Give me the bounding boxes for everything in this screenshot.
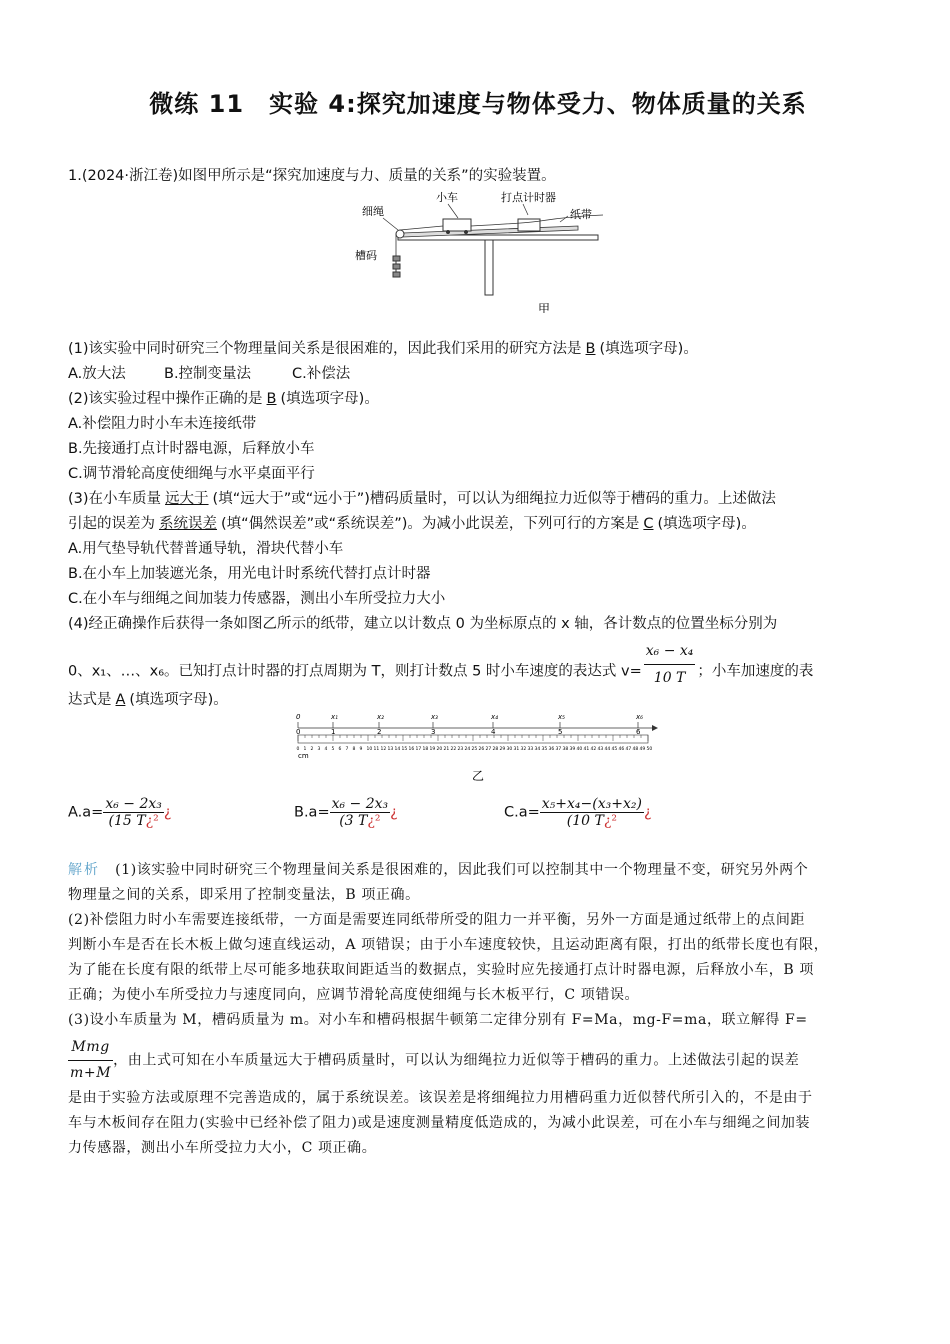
part3-answer2: 系统误差 — [159, 516, 217, 532]
ruler-tick-label: 26 — [478, 747, 485, 752]
ruler-tick-label: 22 — [450, 747, 457, 752]
choice-c: C.a= $\frac{\text{x₅+x₄−(x₃+x₂)}}{\text{(10 T¿²}}$ ¿ — [504, 796, 652, 829]
ruler-tick-label: 11 — [373, 747, 380, 752]
part4-line1: (4)经正确操作后获得一条如图乙所示的纸带，建立以计数点 0 为坐标原点的 x 轴，各计数点的位置坐标分别为 — [68, 616, 778, 632]
choice-mark: ¿ — [390, 804, 398, 821]
ruler-tick-label: 38 — [562, 747, 569, 752]
explanation-p2c: 为了能在长度有限的纸带上尽可能多地获取间距适当的数据点，实验时应先接通打点计时器电源，后释放小车，B 项 — [68, 962, 814, 978]
ruler-tick-label: 31 — [513, 747, 520, 752]
ruler-tick-label: 2 — [310, 747, 314, 752]
apparatus-figure — [338, 188, 638, 313]
choice-denominator: (3 T¿² — [339, 813, 381, 829]
counting-point-label: x₅ — [558, 713, 565, 721]
ruler-tick-label: 17 — [415, 747, 422, 752]
ruler-unit: cm — [298, 752, 309, 760]
ruler-tick-label: 12 — [380, 747, 387, 752]
ruler-tick-label: 0 — [296, 747, 300, 752]
part3-answer1: 远大于 — [165, 491, 209, 507]
option-c: C.补偿法 — [292, 366, 351, 382]
choice-a: A.a= $\frac{\text{x₆ − 2x₃}}{\text{(15 T¿²}}$ ¿ — [68, 796, 172, 829]
ruler-tick-label: 41 — [583, 747, 590, 752]
choice-b: B.a= $\frac{\text{x₆ − 2x₃}}{\text{(3 T¿²}}$ ¿ — [294, 796, 398, 829]
ruler-tick-label: 32 — [520, 747, 527, 752]
page-title: 微练 11 实验 4:探究加速度与物体受力、物体质量的关系 — [149, 90, 807, 118]
part3-option-a: A.用气垫导轨代替普通导轨，滑块代替小车 — [68, 541, 344, 557]
ruler-tick-label: 30 — [506, 747, 513, 752]
ruler-tick-label: 34 — [534, 747, 541, 752]
ruler-tick-label: 50 — [646, 747, 653, 752]
choice-numerator: x₆ − 2x₃ — [105, 796, 162, 812]
choice-numerator: x₆ − 2x₃ — [331, 796, 389, 812]
ruler-tick-label: 28 — [492, 747, 499, 752]
part1-question: (1)该实验中同时研究三个物理量间关系是很困难的，因此我们采用的研究方法是 B (填选项字母)。 — [68, 341, 698, 357]
explanation-tag: 解析 — [68, 862, 100, 878]
explanation-p3d: 车与木板间存在阻力(实验中已经补偿了阻力)或是速度测量精度低造成的，为减小此误差，可在小车与细绳之间加装 — [68, 1115, 811, 1131]
part4-line3: 达式是 A (填选项字母)。 — [68, 692, 228, 708]
explanation-p1a: 解析 (1)该实验中同时研究三个物理量间关系是很困难的，因此我们可以控制其中一个物理量不变，研究另外两个 — [68, 862, 809, 878]
ruler-tick-label: 48 — [632, 747, 639, 752]
counting-point-label: 0 — [296, 713, 301, 721]
part2-question: (2)该实验过程中操作正确的是 B (填选项字母)。 — [68, 391, 379, 407]
counting-point-number: 0 — [296, 728, 301, 736]
ruler-tick-label: 49 — [639, 747, 646, 752]
counting-point-number: 6 — [636, 728, 641, 736]
part2-option-a: A.补偿阻力时小车未连接纸带 — [68, 416, 257, 432]
ruler-tick-label: 15 — [401, 747, 408, 752]
explanation-p2d: 正确；为使小车所受拉力与速度同向，应调节滑轮高度使细绳与长木板平行，C 项错误。 — [68, 987, 640, 1003]
ruler-tick-label: 7 — [345, 747, 349, 752]
counting-point-label: x₄ — [491, 713, 498, 721]
counting-point-label: x₃ — [431, 713, 438, 721]
ruler-tick-label: 16 — [408, 747, 415, 752]
ruler-tick-label: 36 — [548, 747, 555, 752]
figure-a-caption: 甲 — [538, 302, 551, 313]
part3-question-line2: 引起的误差为 系统误差 (填“偶然误差”或“系统误差”)。为减小此误差，下列可行的方案是 C (填选项字母)。 — [68, 516, 756, 532]
part3-answer3: C — [643, 516, 654, 532]
force-numerator: Mmg — [68, 1035, 113, 1061]
label-tape: 纸带 — [570, 208, 592, 221]
ruler-tick-label: 27 — [485, 747, 492, 752]
option-a: A.放大法 — [68, 366, 126, 382]
ruler-tick-label: 18 — [422, 747, 429, 752]
counting-point-label: x₂ — [377, 713, 384, 721]
explanation-p2a: (2)补偿阻力时小车需要连接纸带，一方面是需要连同纸带所受的阻力一并平衡，另外一方面是通过纸带上的点间距 — [68, 912, 806, 928]
ruler-tick-label: 20 — [436, 747, 443, 752]
part2-option-c: C.调节滑轮高度使细绳与水平桌面平行 — [68, 466, 315, 482]
counting-point-label: x₆ — [636, 713, 643, 721]
force-denominator: m+M — [70, 1065, 112, 1081]
ruler-tick-label: 35 — [541, 747, 548, 752]
ruler-tick-label: 33 — [527, 747, 534, 752]
explanation-p3a: (3)设小车质量为 M，槽码质量为 m。对小车和槽码根据牛顿第二定律分别有 F=Ma，mg-F=ma，联立解得 F= — [68, 1012, 808, 1028]
choice-numerator: x₅+x₄−(x₃+x₂) — [541, 796, 642, 812]
ruler-tick-label: 46 — [618, 747, 625, 752]
counting-point-label: x₁ — [331, 713, 338, 721]
velocity-denominator: 10 T — [653, 670, 686, 686]
choice-mark: ¿ — [163, 804, 172, 821]
explanation — [68, 858, 888, 1161]
counting-point-number: 1 — [331, 728, 336, 736]
explanation-p2b: 判断小车是否在长木板上做匀速直线运动，A 项错误；由于小车速度较快，且运动距离有限，打出的纸带长度也有限， — [68, 937, 829, 953]
ruler-tick-label: 1 — [303, 747, 307, 752]
part1-answer: B — [585, 341, 596, 357]
question-stem: 1.(2024·浙江卷)如图甲所示是“探究加速度与力、质量的关系”的实验装置。 — [68, 168, 556, 184]
ruler-tick-label: 37 — [555, 747, 562, 752]
part2-answer: B — [266, 391, 277, 407]
label-rope: 细绳 — [362, 205, 384, 218]
ruler-tick-label: 21 — [443, 747, 450, 752]
explanation-p3e: 力传感器，测出小车所受拉力大小，C 项正确。 — [68, 1140, 377, 1156]
ruler-tick-label: 42 — [590, 747, 597, 752]
tape-figure — [292, 708, 662, 788]
ruler-tick-label: 24 — [464, 747, 471, 752]
ruler-tick-label: 39 — [569, 747, 576, 752]
ruler-tick-label: 23 — [457, 747, 464, 752]
ruler-tick-label: 25 — [471, 747, 478, 752]
counting-point-number: 4 — [491, 728, 496, 736]
choice-mark: ¿ — [643, 804, 652, 821]
choice-denominator: (10 T¿² — [566, 813, 617, 829]
counting-point-number: 5 — [558, 728, 563, 736]
ruler-tick-label: 14 — [394, 747, 401, 752]
label-timer: 打点计时器 — [501, 191, 556, 204]
label-weights: 槽码 — [355, 249, 377, 262]
counting-point-number: 3 — [431, 728, 436, 736]
ruler-tick-label: 5 — [331, 747, 335, 752]
choices-row — [68, 796, 888, 856]
velocity-numerator: x₆ − x₄ — [644, 638, 696, 665]
part4-line2: 0、x₁、…、x₆。已知打点计时器的打点周期为 T，则打计数点 5 时小车速度的表达式 v= $\frac{\text{x₆ − x₄}}{10 T}$ ；小车加速度的表 — [68, 652, 813, 691]
counting-point-number: 2 — [377, 728, 382, 736]
option-b: B.控制变量法 — [164, 366, 252, 382]
ruler-tick-label: 9 — [359, 747, 363, 752]
ruler-tick-label: 3 — [317, 747, 321, 752]
ruler-tick-label: 45 — [611, 747, 618, 752]
choice-denominator: (15 T¿² — [108, 813, 159, 829]
ruler-tick-label: 44 — [604, 747, 611, 752]
ruler-tick-label: 43 — [597, 747, 604, 752]
part4-answer: A — [115, 692, 126, 708]
ruler-tick-label: 10 — [366, 747, 373, 752]
explanation-p1b: 物理量之间的关系，即采用了控制变量法，B 项正确。 — [68, 887, 420, 903]
ruler-tick-label: 8 — [352, 747, 356, 752]
part2-option-b: B.先接通打点计时器电源，后释放小车 — [68, 441, 315, 457]
ruler-tick-label: 29 — [499, 747, 506, 752]
label-car: 小车 — [436, 191, 458, 204]
ruler-tick-label: 13 — [387, 747, 394, 752]
ruler-tick-label: 40 — [576, 747, 583, 752]
ruler-tick-label: 47 — [625, 747, 632, 752]
part3-question-line1: (3)在小车质量 远大于 (填“远大于”或“远小于”)槽码质量时，可以认为细绳拉力近似等于槽码的重力。上述做法 — [68, 491, 776, 507]
part3-option-c: C.在小车与细绳之间加装力传感器，测出小车所受拉力大小 — [68, 591, 446, 607]
ruler-tick-label: 19 — [429, 747, 436, 752]
explanation-p3c: 是由于实验方法或原理不完善造成的，属于系统误差。该误差是将细绳拉力用槽码重力近似替代所引入的，不是由于 — [68, 1090, 813, 1106]
explanation-p3b-line: $\frac{\text{Mmg}}{m+M}$ ，由上式可知在小车质量远大于槽码质量时，可以认为细绳拉力近似等于槽码的重力。上述做法引起的误差 — [68, 1035, 888, 1086]
figure-b-caption: 乙 — [472, 769, 485, 783]
part3-option-b: B.在小车上加装遮光条，用光电计时系统代替打点计时器 — [68, 566, 431, 582]
ruler-tick-label: 4 — [324, 747, 328, 752]
ruler-tick-label: 6 — [338, 747, 342, 752]
